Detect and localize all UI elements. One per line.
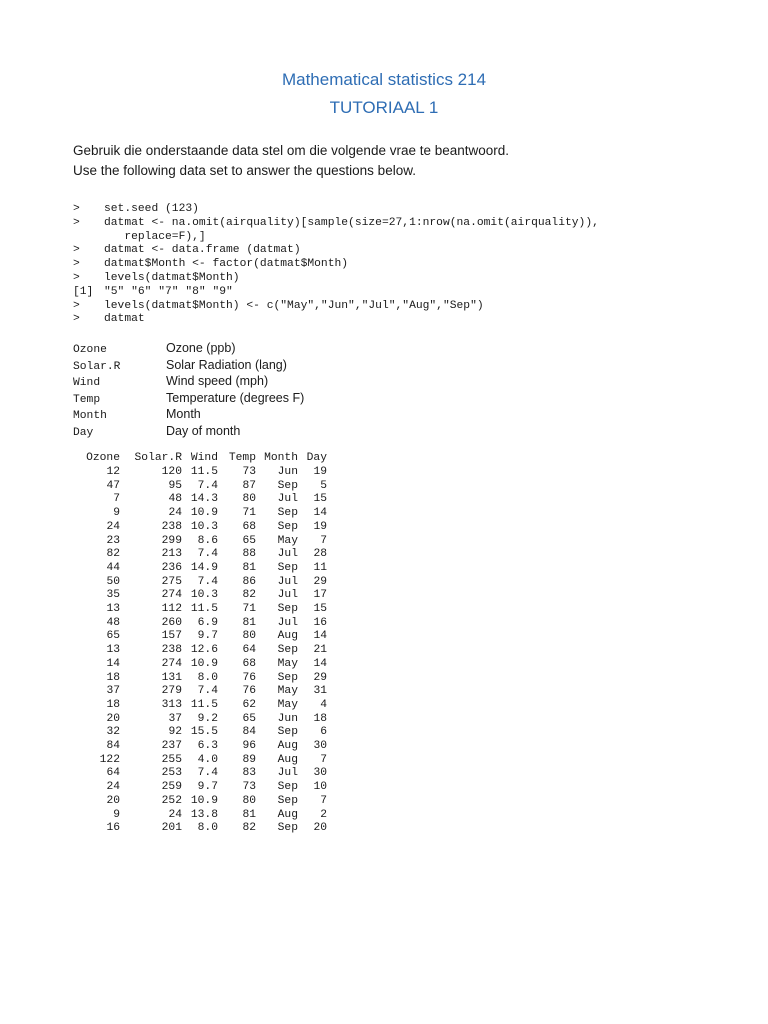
cell-day: 5 [320,479,327,492]
document-title: Mathematical statistics 214 [281,70,487,89]
column-header-temp: Temp [228,452,256,465]
cell-month: Sep [277,479,298,492]
code-command: datmat$Month <- factor(datmat$Month) [104,258,349,271]
cell-ozone: 14 [106,657,120,670]
table-row [73,644,327,658]
cell-day: 31 [313,685,327,698]
table-row [73,521,327,535]
table-row [73,767,327,781]
cell-month: Sep [277,644,298,657]
cell-temp: 73 [242,781,256,794]
code-command: levels(datmat$Month) <- c("May","Jun","Jul","Aug","Sep") [104,299,484,312]
cell-temp: 83 [242,767,256,780]
cell-day: 28 [313,548,327,561]
cell-wind: 9.2 [197,712,218,725]
cell-month: Aug [277,630,298,643]
cell-solar: 95 [168,479,182,492]
variable-description: Temperature (degrees F) [166,390,305,405]
cell-wind: 14.9 [190,561,218,574]
cell-ozone: 20 [106,794,120,807]
cell-solar: 313 [161,698,182,711]
cell-ozone: 48 [106,616,120,629]
cell-ozone: 64 [106,767,120,780]
variable-description: Solar Radiation (lang) [166,357,287,372]
table-row [73,562,327,576]
cell-ozone: 24 [106,520,120,533]
cell-solar: 48 [168,493,182,506]
cell-solar: 157 [161,630,182,643]
cell-month: Sep [277,671,298,684]
cell-solar: 24 [168,808,182,821]
cell-day: 14 [313,630,327,643]
cell-temp: 68 [242,520,256,533]
code-command: datmat <- na.omit(airquality)[sample(size=27,1:nrow(na.omit(airquality)), [104,216,599,229]
cell-solar: 255 [161,753,182,766]
cell-temp: 65 [242,712,256,725]
cell-temp: 88 [242,548,256,561]
cell-day: 11 [313,561,327,574]
cell-ozone: 13 [106,644,120,657]
cell-month: Sep [277,726,298,739]
cell-wind: 10.3 [190,520,218,533]
cell-solar: 236 [161,561,182,574]
cell-month: Sep [277,822,298,835]
variable-row [73,407,304,424]
cell-wind: 8.0 [197,822,218,835]
table-row [73,507,327,521]
cell-solar: 131 [161,671,182,684]
cell-temp: 84 [242,726,256,739]
cell-temp: 76 [242,685,256,698]
code-line [73,313,599,327]
cell-wind: 11.5 [190,466,218,478]
cell-temp: 80 [242,794,256,807]
cell-wind: 9.7 [197,781,218,794]
cell-temp: 80 [242,493,256,506]
cell-ozone: 13 [106,603,120,616]
cell-solar: 275 [161,575,182,588]
cell-ozone: 37 [106,685,120,698]
cell-wind: 10.9 [190,507,218,520]
code-prompt: [1] [73,285,94,298]
cell-temp: 65 [242,534,256,547]
cell-ozone: 16 [106,822,120,835]
cell-temp: 76 [242,671,256,684]
variable-description: Wind speed (mph) [166,374,269,388]
code-line [73,258,599,272]
cell-solar: 213 [161,548,182,561]
cell-temp: 64 [242,644,256,657]
cell-wind: 7.4 [197,685,218,698]
cell-solar: 112 [161,603,182,616]
table-row [73,672,327,686]
cell-solar: 238 [161,520,182,533]
variable-row [73,358,304,375]
variable-description: Month [166,407,201,421]
cell-temp: 82 [242,822,256,835]
code-line [73,300,599,314]
cell-day: 19 [313,520,327,533]
variable-name: Ozone [73,344,107,356]
cell-day: 20 [313,822,327,835]
cell-temp: 81 [242,808,256,821]
code-command: set.seed (123) [104,203,199,215]
table-row [73,699,327,713]
variable-row [73,341,304,358]
table-row [73,603,327,617]
table-row [73,466,327,480]
cell-month: Jun [277,466,298,478]
cell-day: 7 [320,534,327,547]
column-header-day: Day [306,452,327,465]
cell-wind: 9.7 [197,630,218,643]
cell-ozone: 20 [106,712,120,725]
table-row [73,589,327,603]
cell-wind: 10.9 [190,657,218,670]
variable-row [73,424,304,441]
cell-month: Jul [277,616,298,629]
code-prompt: > [73,203,80,215]
variable-row [73,374,304,391]
cell-wind: 11.5 [190,698,218,711]
code-line [73,272,599,286]
cell-day: 30 [313,767,327,780]
data-table [73,452,327,836]
table-row [73,685,327,699]
cell-month: Aug [277,753,298,766]
variable-name: Wind [73,377,101,389]
cell-solar: 253 [161,767,182,780]
column-header-solar: Solar.R [134,452,182,465]
cell-day: 10 [313,781,327,794]
code-line [73,286,599,300]
cell-day: 15 [313,603,327,616]
cell-solar: 274 [161,589,182,602]
cell-temp: 73 [242,466,256,478]
code-line [73,217,599,231]
table-row [73,548,327,562]
cell-wind: 6.9 [197,616,218,629]
cell-day: 14 [313,507,327,520]
cell-temp: 82 [242,589,256,602]
cell-temp: 71 [242,507,256,520]
cell-day: 7 [320,753,327,766]
cell-wind: 12.6 [190,644,218,657]
cell-day: 15 [313,493,327,506]
cell-solar: 201 [161,822,182,835]
cell-wind: 7.4 [197,479,218,492]
cell-wind: 15.5 [190,726,218,739]
cell-day: 29 [313,575,327,588]
cell-ozone: 24 [106,781,120,794]
cell-month: May [277,534,298,547]
table-row [73,795,327,809]
column-header-month: Month [264,452,298,465]
table-row [73,809,327,823]
code-prompt: > [73,299,80,312]
code-prompt: > [73,271,80,284]
cell-temp: 62 [242,698,256,711]
cell-temp: 68 [242,657,256,670]
cell-wind: 10.3 [190,589,218,602]
variable-name: Temp [73,393,101,406]
table-row [73,576,327,590]
cell-day: 16 [313,616,327,629]
cell-month: Jul [277,493,298,506]
cell-wind: 13.8 [190,808,218,821]
cell-solar: 274 [161,657,182,670]
cell-day: 7 [320,794,327,807]
cell-wind: 10.9 [190,794,218,807]
cell-month: Jul [277,548,298,561]
cell-temp: 81 [242,616,256,629]
cell-wind: 4.0 [197,753,218,766]
variable-description: Day of month [166,423,241,438]
cell-ozone: 18 [106,671,120,684]
code-line [73,203,599,217]
cell-solar: 37 [168,712,182,725]
cell-wind: 7.4 [197,767,218,780]
cell-solar: 24 [168,507,182,520]
cell-wind: 14.3 [190,493,218,506]
cell-day: 6 [320,726,327,739]
cell-solar: 120 [161,466,182,478]
cell-temp: 96 [242,740,256,753]
cell-ozone: 44 [106,561,120,574]
variable-row [73,391,304,408]
cell-wind: 7.4 [197,548,218,561]
cell-day: 19 [313,466,327,478]
cell-ozone: 35 [106,589,120,602]
cell-ozone: 122 [99,753,120,766]
cell-solar: 279 [161,685,182,698]
cell-month: Sep [277,507,298,520]
cell-wind: 8.0 [197,671,218,684]
cell-month: May [277,657,298,670]
cell-month: May [277,685,298,698]
cell-wind: 8.6 [197,534,218,547]
cell-temp: 87 [242,479,256,492]
cell-month: Aug [277,808,298,821]
code-line [73,244,599,258]
cell-ozone: 12 [106,466,120,478]
cell-day: 21 [313,644,327,657]
cell-ozone: 32 [106,726,120,739]
code-prompt: > [73,216,80,229]
code-command: datmat [104,313,145,326]
cell-ozone: 7 [113,493,120,506]
variable-legend [73,341,304,440]
cell-ozone: 9 [113,808,120,821]
table-row [73,726,327,740]
table-row [73,754,327,768]
cell-month: Sep [277,561,298,574]
cell-temp: 71 [242,603,256,616]
cell-ozone: 23 [106,534,120,547]
r-code-block [73,203,599,327]
table-row [73,658,327,672]
cell-ozone: 84 [106,740,120,753]
table-row [73,493,327,507]
code-prompt: > [73,258,80,271]
code-prompt [73,231,104,245]
cell-temp: 81 [242,561,256,574]
cell-ozone: 9 [113,507,120,520]
cell-day: 4 [320,698,327,711]
document-subtitle: TUTORIAAL 1 [329,98,439,117]
cell-day: 17 [313,589,327,602]
variable-name: Solar.R [73,360,121,373]
cell-day: 14 [313,657,327,670]
code-command: replace=F),] [104,230,206,243]
cell-month: Jun [277,712,298,725]
intro-english: Use the following data set to answer the questions below. [73,163,416,178]
code-prompt: > [73,244,80,257]
column-header-wind: Wind [190,452,218,465]
table-row [73,630,327,644]
cell-day: 29 [313,671,327,684]
cell-temp: 86 [242,575,256,588]
cell-solar: 299 [161,534,182,547]
table-row [73,740,327,754]
cell-wind: 11.5 [190,603,218,616]
cell-month: Sep [277,520,298,533]
table-row [73,713,327,727]
table-row [73,480,327,494]
variable-description: Ozone (ppb) [166,341,236,355]
cell-month: May [277,698,298,711]
intro-afrikaans: Gebruik die onderstaande data stel om die volgende vrae te beantwoord. [73,143,510,158]
cell-month: Jul [277,767,298,780]
cell-ozone: 65 [106,630,120,643]
code-command: "5" "6" "7" "8" "9" [104,285,233,298]
cell-month: Sep [277,794,298,807]
table-row [73,781,327,795]
cell-solar: 252 [161,794,182,807]
table-row [73,535,327,549]
table-row [73,822,327,836]
cell-solar: 237 [161,740,182,753]
cell-month: Sep [277,603,298,616]
cell-day: 18 [313,712,327,725]
variable-name: Month [73,410,107,422]
cell-ozone: 50 [106,575,120,588]
cell-solar: 260 [161,616,182,629]
cell-solar: 259 [161,781,182,794]
variable-name: Day [73,426,94,439]
cell-solar: 92 [168,726,182,739]
cell-day: 30 [313,740,327,753]
code-command: levels(datmat$Month) [104,271,240,284]
cell-month: Jul [277,589,298,602]
cell-wind: 7.4 [197,575,218,588]
column-header-ozone: Ozone [86,452,120,465]
code-line [73,231,599,245]
cell-ozone: 82 [106,548,120,561]
code-command: datmat <- data.frame (datmat) [104,244,301,257]
table-header-row [73,452,327,466]
cell-day: 2 [320,808,327,821]
cell-month: Sep [277,781,298,794]
code-prompt: > [73,313,80,326]
cell-month: Aug [277,740,298,753]
cell-wind: 6.3 [197,740,218,753]
cell-month: Jul [277,575,298,588]
cell-ozone: 47 [106,479,120,492]
cell-temp: 89 [242,753,256,766]
cell-ozone: 18 [106,698,120,711]
cell-temp: 80 [242,630,256,643]
cell-solar: 238 [161,644,182,657]
table-row [73,617,327,631]
